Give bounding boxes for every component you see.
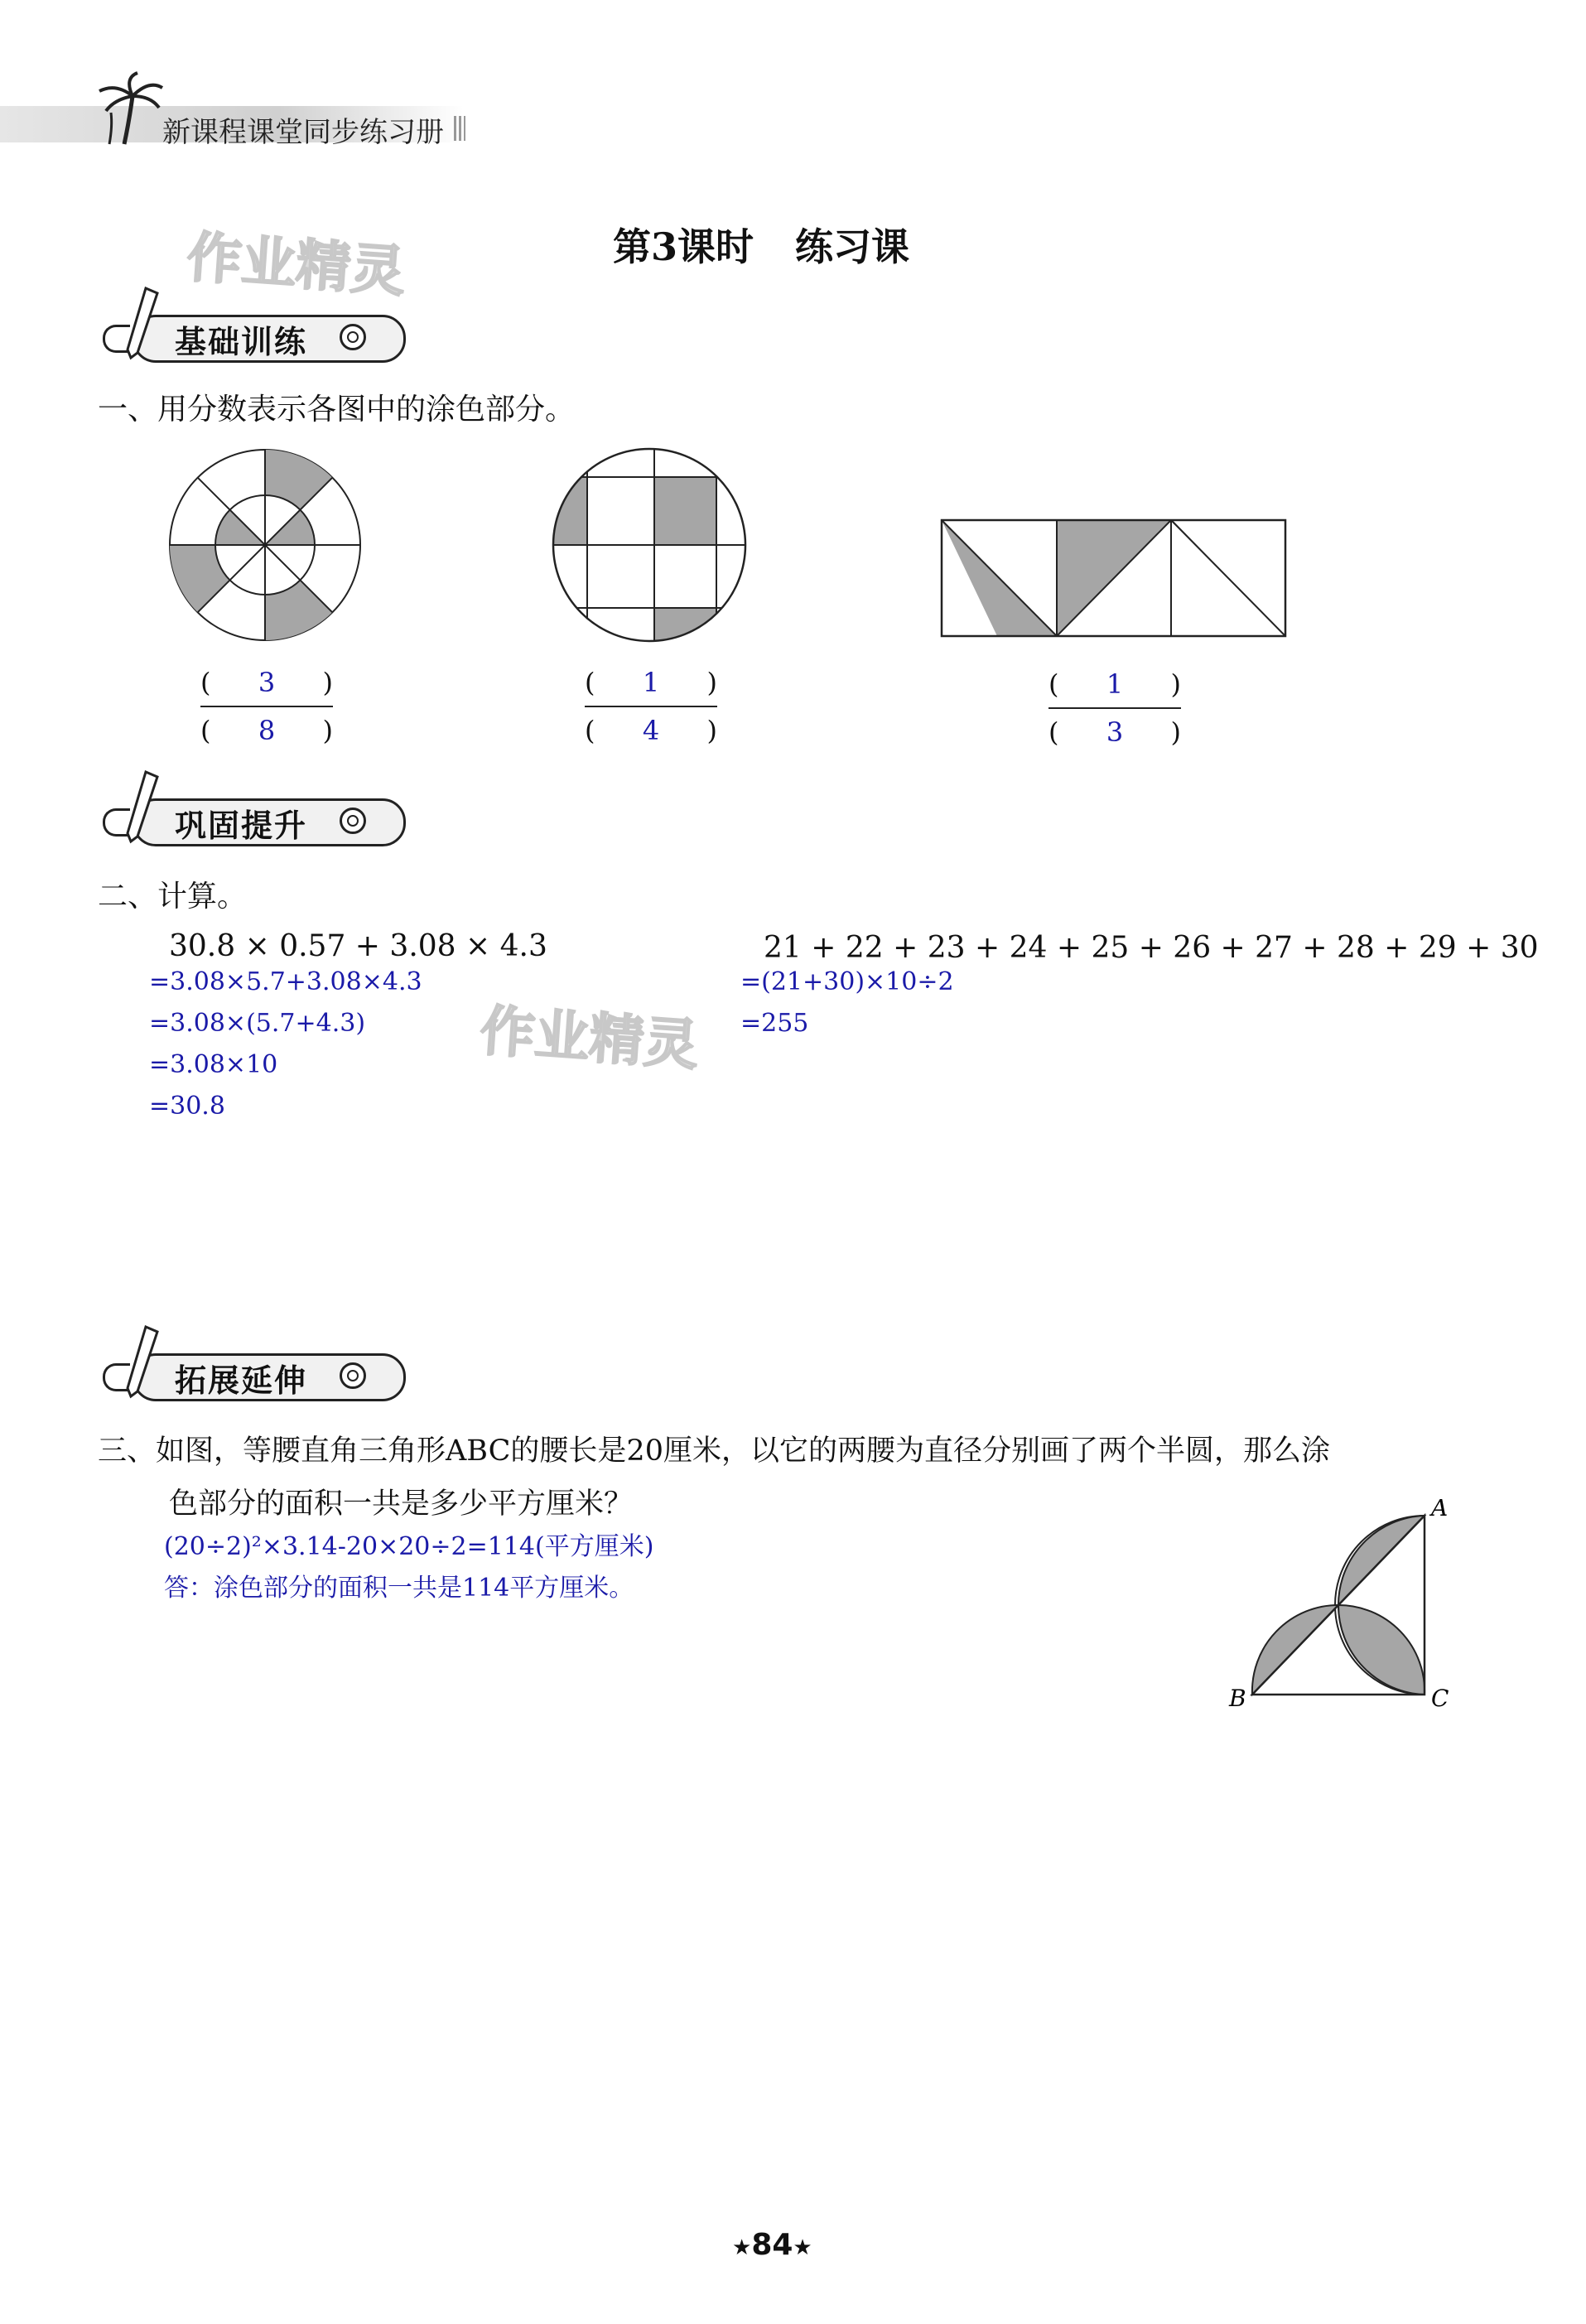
question-3-prompt-line2: 色部分的面积一共是多少平方厘米？ — [169, 1487, 634, 1521]
step: =255 — [740, 1009, 809, 1038]
denominator: 3 — [1106, 716, 1124, 748]
question-1-prompt: 一、用分数表示各图中的涂色部分。 — [98, 393, 576, 427]
question-2-prompt: 二、计算。 — [98, 880, 248, 914]
numerator: 1 — [642, 667, 660, 698]
step: =3.08×5.7+3.08×4.3 — [149, 967, 422, 996]
pencil-icon — [121, 1325, 162, 1400]
solution-answer: 答：涂色部分的面积一共是114平方厘米。 — [164, 1574, 634, 1603]
numerator: 1 — [1106, 668, 1124, 700]
vertex-label-b: B — [1229, 1685, 1246, 1712]
numerator: 3 — [258, 667, 276, 698]
answer-fraction-3: ( 1 ) ( 3 ) — [1048, 668, 1181, 748]
section-title: 基础训练 — [175, 323, 308, 360]
step: =3.08×10 — [149, 1050, 278, 1079]
question-3-prompt-line1: 三、如图，等腰直角三角形ABC的腰长是20厘米，以它的两腰为直径分别画了两个半圆，那么涂 — [98, 1434, 1330, 1468]
header-title: 新课程课堂同步练习册 — [162, 116, 444, 149]
palm-tree-icon — [91, 71, 166, 146]
figure-triangle-semicircles — [1226, 1499, 1458, 1723]
section-title: 拓展延伸 — [175, 1362, 308, 1399]
section-badge-basic — [103, 310, 384, 363]
section-title: 巩固提升 — [175, 807, 308, 844]
pencil-icon — [121, 287, 162, 361]
header-divider — [454, 116, 465, 141]
lesson-title — [613, 217, 909, 272]
answer-fraction-1: ( 3 ) ( 8 ) — [200, 667, 333, 746]
denominator: 4 — [642, 715, 660, 746]
vertex-label-c: C — [1431, 1685, 1449, 1712]
page-number-value: 84 — [751, 2228, 793, 2262]
lesson-name: 练习课 — [795, 224, 910, 269]
section-badge-extend — [103, 1348, 384, 1401]
expression-right: 21 + 22 + 23 + 24 + 25 + 26 + 27 + 28 + 29 + 30 — [764, 931, 1539, 965]
figure-circle-grid — [550, 446, 749, 644]
vertex-label-a: A — [1431, 1499, 1449, 1521]
lesson-number: 第3课时 — [613, 224, 754, 269]
step: =3.08×(5.7+4.3) — [149, 1009, 366, 1038]
solution-formula: (20÷2)²×3.14-20×20÷2=114(平方厘米) — [164, 1532, 654, 1561]
denominator: 8 — [258, 715, 276, 746]
page-number: ★84★ — [732, 2228, 812, 2262]
step: =30.8 — [149, 1092, 225, 1121]
watermark: 作业精灵 — [478, 998, 701, 1078]
watermark: 作业精灵 — [185, 224, 407, 305]
pencil-icon — [121, 770, 162, 845]
section-badge-consolidate — [103, 793, 384, 846]
figure-circle-rings — [166, 446, 364, 644]
figure-rectangle-triangles — [939, 515, 1287, 639]
step: =(21+30)×10÷2 — [740, 967, 954, 996]
expression-left: 30.8 × 0.57 + 3.08 × 4.3 — [169, 929, 547, 963]
answer-fraction-2: ( 1 ) ( 4 ) — [585, 667, 717, 746]
